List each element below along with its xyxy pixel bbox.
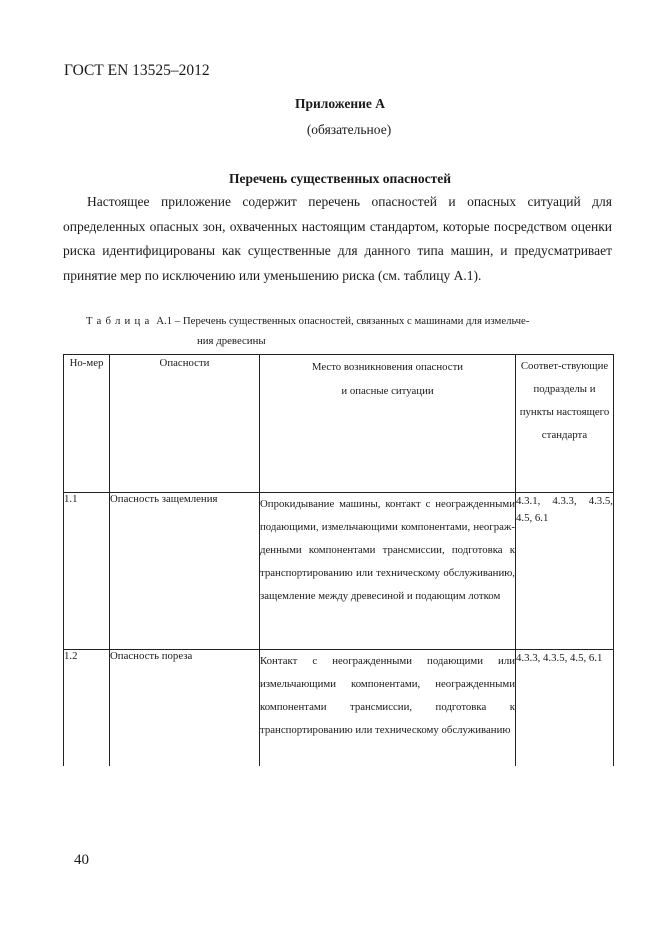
row-hazard: Опасность пореза bbox=[110, 650, 260, 767]
row-references: 4.3.1, 4.3.3, 4.3.5, 4.5, 6.1 bbox=[516, 493, 614, 650]
appendix-status: (обязательное) bbox=[306, 122, 392, 137]
row-location: Контакт с неогражденными подающими или измельчающими компонентами, неогражденными компонентами трансмиссии, подготовка к транспортированию или техническому обслуживанию bbox=[260, 650, 516, 767]
row-location: Опрокидывание машины, контакт с неогражденными подающими, измельчающими компонентами, неогражденными компонентами трансмиссии, подготовка к транспортированию или техническому обслуживанию, защемление между древесиной и подающим лотком bbox=[260, 493, 516, 650]
hazards-table bbox=[63, 354, 614, 766]
intro-paragraph bbox=[63, 190, 612, 288]
appendix-title: Приложение А bbox=[294, 96, 386, 111]
table-caption bbox=[86, 311, 614, 351]
row-hazard: Опасность защемления bbox=[110, 493, 260, 650]
table-row bbox=[64, 493, 614, 650]
header-location bbox=[260, 355, 516, 493]
header-number: Но-мер bbox=[64, 355, 110, 493]
row-references: 4.3.3, 4.3.5, 4.5, 6.1 bbox=[516, 650, 614, 767]
document-code: ГОСТ EN 13525–2012 bbox=[64, 62, 210, 79]
table-caption-label: Таблица bbox=[86, 315, 154, 327]
table-caption-line bbox=[86, 311, 614, 331]
table-row bbox=[64, 650, 614, 767]
table-caption-text: А.1 – Перечень существенных опасностей, связанных с машинами для измельче- bbox=[156, 315, 530, 327]
section-title: Перечень существенных опасностей bbox=[229, 171, 451, 186]
table-header-row bbox=[64, 355, 614, 493]
header-references: Соответ-ствующие подразделы и пункты настоящего стандарта bbox=[516, 355, 614, 493]
intro-text: Настоящее приложение содержит перечень опасностей и опасных ситуаций для определенных опасных зон, охваченных настоящим стандартом, которые посредством оценки риска идентифицированы как существенные для данного типа машин, и предусматривает принятие мер по исключению или уменьшению риска (см. таблицу А.1). bbox=[63, 194, 612, 283]
table-caption-continuation: ния древесины bbox=[197, 335, 266, 347]
row-number: 1.2 bbox=[64, 650, 110, 767]
row-number: 1.1 bbox=[64, 493, 110, 650]
header-location-line1: Место возникновения опасности bbox=[311, 361, 464, 373]
page-number: 40 bbox=[74, 852, 89, 868]
header-location-line2: и опасные ситуации bbox=[341, 385, 434, 397]
header-hazards: Опасности bbox=[110, 355, 260, 493]
